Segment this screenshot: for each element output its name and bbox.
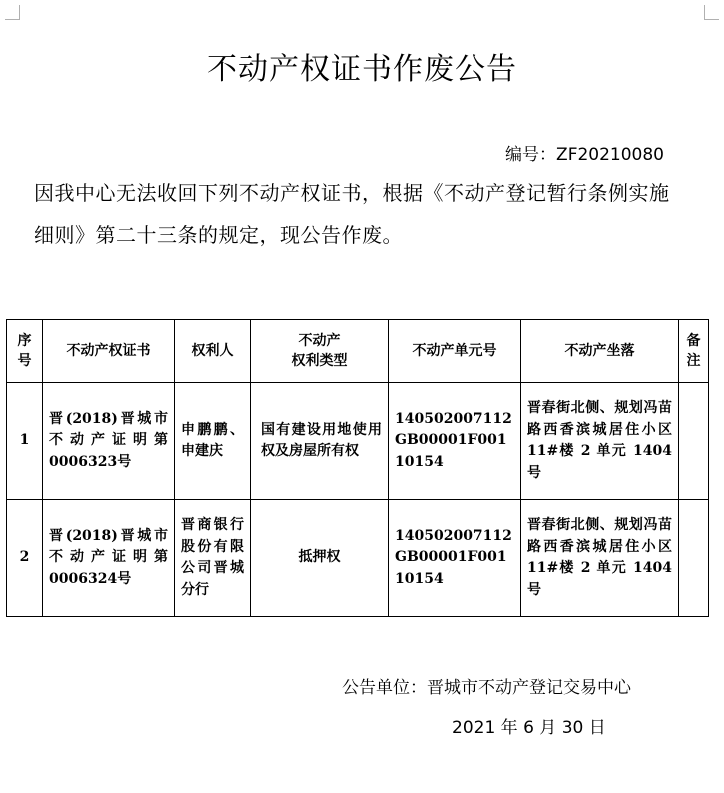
cell-note	[679, 500, 709, 617]
page-corner-mark-left	[5, 5, 20, 20]
cell-location: 晋春街北侧、规划冯苗路西香滨城居住小区 11#楼 2 单元 1404 号	[521, 500, 679, 617]
table-row	[7, 500, 709, 617]
issue-date: 2021 年 6 月 30 日	[452, 718, 606, 738]
document-title: 不动产权证书作废公告	[207, 52, 517, 87]
header-right-type-line1: 不动产	[298, 333, 341, 349]
page-corner-mark-right	[704, 5, 719, 20]
cell-holder: 申鹏鹏、申建庆	[175, 383, 251, 500]
cell-note	[679, 383, 709, 500]
issuer-line: 公告单位：晋城市不动产登记交易中心	[342, 678, 631, 698]
cell-unit-number: 140502007112GB00001F00110154	[389, 383, 521, 500]
header-note: 备注	[679, 320, 709, 383]
cell-certificate: 晋(2018)晋城市不动产证明第0006324号	[43, 500, 175, 617]
header-certificate: 不动产权证书	[43, 320, 175, 383]
table-row	[7, 383, 709, 500]
cell-seq: 2	[7, 500, 43, 617]
announcement-paragraph: 因我中心无法收回下列不动产权证书，根据《不动产登记暂行条例实施细则》第二十三条的规定，现公告作废。	[34, 181, 670, 247]
header-seq: 序号	[7, 320, 43, 383]
cell-seq: 1	[7, 383, 43, 500]
cell-right-type: 国有建设用地使用权及房屋所有权	[251, 383, 389, 500]
header-location: 不动产坐落	[521, 320, 679, 383]
void-certificate-table	[6, 319, 709, 617]
header-right-type	[251, 320, 389, 383]
cell-unit-number: 140502007112GB00001F00110154	[389, 500, 521, 617]
header-right-type-line2: 权利类型	[291, 353, 348, 369]
cell-holder: 晋商银行股份有限公司晋城分行	[175, 500, 251, 617]
header-unit-number: 不动产单元号	[389, 320, 521, 383]
cell-location: 晋春街北侧、规划冯苗路西香滨城居住小区 11#楼 2 单元 1404 号	[521, 383, 679, 500]
table-header-row	[7, 320, 709, 383]
cell-right-type: 抵押权	[251, 500, 389, 617]
header-holder: 权利人	[175, 320, 251, 383]
cell-certificate: 晋(2018)晋城市不动产证明第0006323号	[43, 383, 175, 500]
document-number: 编号：ZF20210080	[505, 145, 664, 165]
